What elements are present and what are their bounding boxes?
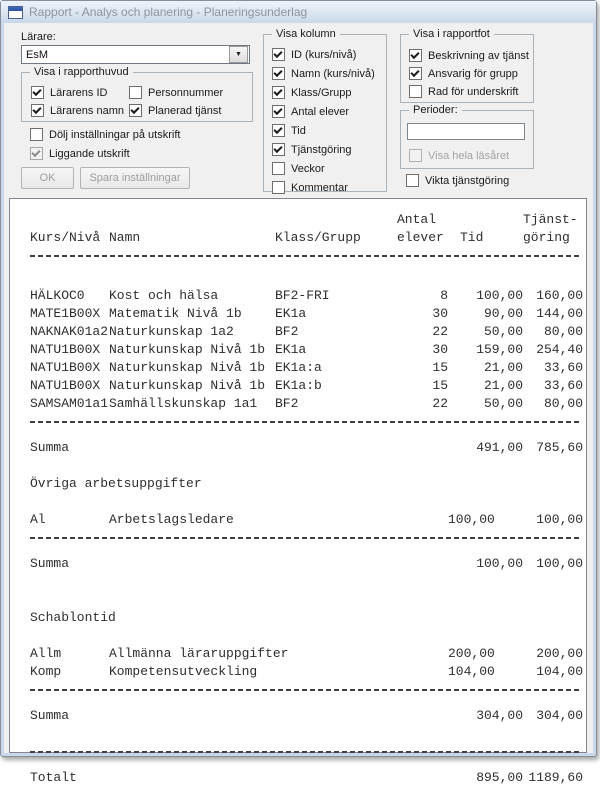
checkbox-box [30, 147, 43, 160]
report-course-row: NAKNAK01a2 Naturkunskap 1a2 BF2 22 50,00 80,00 [30, 324, 583, 339]
report-course-row: NATU1B00X Naturkunskap Nivå 1b EK1a:b 15 21,00 33,60 [30, 378, 583, 393]
window-icon [8, 6, 23, 19]
checkbox-box [129, 86, 142, 99]
checkbox-klass-grupp[interactable]: Klass/Grupp [272, 86, 352, 99]
checkbox-lararens-namn[interactable]: Lärarens namn [31, 104, 124, 117]
larare-label: Lärare: [21, 31, 56, 43]
checkbox-ansvarig-for-grupp[interactable]: Ansvarig för grupp [409, 67, 518, 80]
checkbox-tid[interactable]: Tid [272, 124, 306, 137]
report-section-title: Schablontid [30, 610, 116, 625]
dashed-line [30, 421, 580, 423]
report-course-row: MATE1B00X Matematik Nivå 1b EK1a 30 90,00 144,00 [30, 306, 583, 321]
group-legend: Visa kolumn [272, 28, 340, 40]
report-separator [30, 421, 586, 439]
checkbox-box [272, 67, 285, 80]
report-summary-row: Summa 304,00 304,00 [30, 708, 583, 723]
report-preview-panel [9, 198, 587, 785]
report-blank-line [30, 591, 586, 609]
checkbox-box [272, 105, 285, 118]
checkbox-beskrivning-av-tjanst[interactable]: Beskrivning av tjänst [409, 49, 529, 62]
window-title: Rapport - Analys och planering - Planeringsunderlag [29, 5, 308, 19]
checkbox-planerad-tjanst[interactable]: Planerad tjänst [129, 104, 221, 117]
checkbox-dolj-installningar[interactable]: Dölj inställningar på utskrift [30, 128, 180, 141]
group-visa-kolumn [263, 28, 387, 194]
checkbox-box [31, 104, 44, 117]
group-legend: Perioder: [409, 104, 462, 116]
report-section-title: Övriga arbetsuppgifter [30, 476, 202, 491]
larare-combobox[interactable] [21, 45, 250, 64]
report-body [30, 211, 586, 787]
report-separator [30, 255, 586, 273]
dashed-line [30, 255, 580, 257]
report-blank-line [30, 627, 586, 645]
report-summary-row: Summa 491,00 785,60 [30, 440, 583, 455]
checkbox-id-kurs-niva[interactable]: ID (kurs/nivå) [272, 48, 356, 61]
checkbox-vikta-tjanstgoring[interactable]: Vikta tjänstgöring [406, 174, 509, 187]
chevron-down-icon: ▼ [235, 51, 242, 58]
report-course-row: SAMSAM01a1 Samhällskunskap 1a1 BF2 22 50,00 80,00 [30, 396, 583, 411]
group-legend: Visa i rapporthuvud [30, 66, 133, 78]
checkbox-box [272, 143, 285, 156]
checkbox-box [272, 48, 285, 61]
checkbox-kommentar[interactable]: Kommentar [272, 181, 348, 194]
report-blank-line [30, 457, 586, 475]
checkbox-box [406, 174, 419, 187]
group-visa-i-rapportfot [400, 28, 534, 103]
dashed-line [30, 537, 580, 539]
report-summary-row: Totalt 895,00 1189,60 [30, 770, 583, 785]
checkbox-box [272, 162, 285, 175]
checkbox-box [31, 86, 44, 99]
report-task-row: Al Arbetslagsledare 100,00 100,00 [30, 512, 583, 527]
report-blank-line [30, 725, 586, 743]
checkbox-personnummer[interactable]: Personnummer [129, 86, 223, 99]
checkbox-antal-elever[interactable]: Antal elever [272, 105, 349, 118]
report-course-row: NATU1B00X Naturkunskap Nivå 1b EK1a:a 15 21,00 33,60 [30, 360, 583, 375]
report-blank-line [30, 573, 586, 591]
checkbox-box [409, 49, 422, 62]
dashed-line [30, 689, 580, 691]
checkbox-box [272, 124, 285, 137]
report-separator [30, 751, 586, 769]
report-header-row: Antal Tjänst- [397, 212, 578, 227]
report-gap [30, 273, 586, 287]
perioder-input[interactable] [407, 123, 525, 140]
larare-dropdown-button[interactable] [229, 46, 248, 63]
report-header-row: Kurs/Nivå Namn Klass/Grupp elever Tid göring [30, 230, 570, 245]
report-task-row: Komp Kompetensutveckling 104,00 104,00 [30, 664, 583, 679]
checkbox-tjanstgoring[interactable]: Tjänstgöring [272, 143, 352, 156]
report-course-row: NATU1B00X Naturkunskap Nivå 1b EK1a 30 159,00 254,40 [30, 342, 583, 357]
report-task-row: Allm Allmänna läraruppgifter 200,00 200,00 [30, 646, 583, 661]
ok-button[interactable]: OK [21, 167, 74, 189]
group-perioder [400, 104, 534, 169]
title-bar [1, 1, 596, 23]
larare-combobox-value: EsM [26, 48, 48, 61]
checkbox-lararens-id[interactable]: Lärarens ID [31, 86, 107, 99]
checkbox-box [129, 104, 142, 117]
checkbox-veckor[interactable]: Veckor [272, 162, 325, 175]
report-summary-row: Summa 100,00 100,00 [30, 556, 583, 571]
checkbox-box [272, 86, 285, 99]
checkbox-box [409, 67, 422, 80]
report-separator [30, 689, 586, 707]
checkbox-liggande-utskrift[interactable]: Liggande utskrift [30, 147, 130, 160]
group-legend: Visa i rapportfot [409, 28, 494, 40]
dashed-line [30, 751, 580, 753]
report-separator [30, 537, 586, 555]
checkbox-namn-kurs-niva[interactable]: Namn (kurs/nivå) [272, 67, 375, 80]
group-visa-i-rapporthuvud [21, 66, 253, 122]
report-blank-line [30, 493, 586, 511]
checkbox-box [409, 85, 422, 98]
checkbox-rad-for-underskrift[interactable]: Rad för underskrift [409, 85, 518, 98]
checkbox-box [272, 181, 285, 194]
report-course-row: HÄLKOC0 Kost och hälsa BF2-FRI 8 100,00 160,00 [30, 288, 583, 303]
checkbox-box [409, 149, 422, 162]
spara-installningar-button[interactable]: Spara inställningar [80, 167, 190, 189]
checkbox-box [30, 128, 43, 141]
checkbox-visa-hela-lasaret[interactable]: Visa hela läsåret [409, 149, 509, 162]
